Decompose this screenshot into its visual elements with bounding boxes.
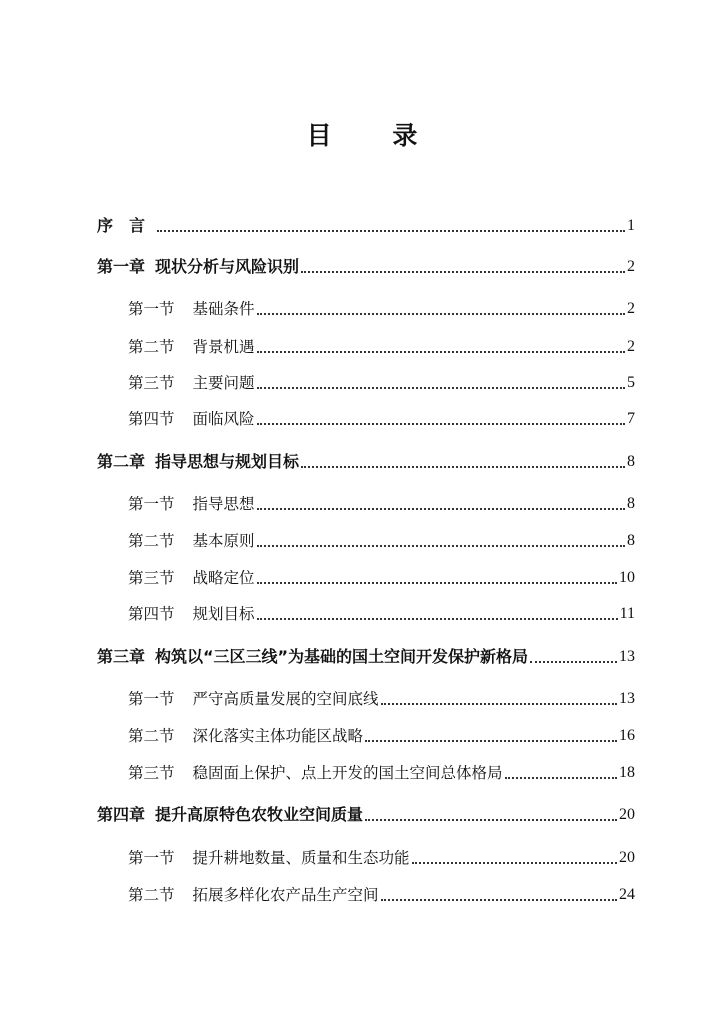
toc-entry-section[interactable] [128,335,635,357]
toc-page-number: 11 [619,605,635,622]
toc-entry-number: 第一节 [128,849,175,867]
toc-entry-preface[interactable] [97,214,635,236]
toc-entry-number: 第二节 [128,727,175,745]
toc-entry-number: 第三节 [128,764,175,782]
toc-entry-label [128,531,255,551]
toc-entry-label [128,885,379,905]
dot-leader [257,582,617,584]
toc-page-number: 8 [627,495,635,512]
toc-entry-number: 第一节 [128,495,175,513]
toc-page-number: 7 [627,410,635,427]
toc-entry-label [97,216,155,236]
toc-entry-title: 面临风险 [192,410,255,428]
toc-page-number: 20 [619,806,635,823]
toc-entry-label [128,409,255,429]
toc-entry-label [97,452,299,472]
toc-entry-chapter-1[interactable] [97,255,635,277]
toc-entry-label [128,568,255,588]
toc-page-number: 2 [627,300,635,317]
dot-leader [412,862,617,864]
toc-entry-title: 战略定位 [192,569,255,587]
toc-entry-label [128,604,255,624]
toc-entry-label [128,299,255,319]
toc-entry-title: 主要问题 [192,374,255,392]
toc-entry-title: 提升高原特色农牧业空间质量 [155,805,364,824]
dot-leader [301,466,625,468]
toc-entry-label [128,763,503,783]
dot-leader [365,819,617,821]
toc-entry-title: 背景机遇 [192,338,255,356]
toc-entry-number: 第四节 [128,410,175,428]
toc-entry-title: 规划目标 [192,605,255,623]
toc-page-number: 13 [619,690,635,707]
toc-entry-chapter-3[interactable] [97,645,635,667]
dot-leader [381,703,617,705]
toc-page-number: 2 [627,338,635,355]
dot-leader [365,740,617,742]
toc-entry-title: 构筑以“三区三线”为基础的国土空间开发保护新格局 [155,647,529,666]
toc-entry-title: 指导思想 [192,495,255,513]
toc-entry-title: 基本原则 [192,532,255,550]
toc-entry-title: 基础条件 [192,300,255,318]
toc-entry-number: 第二节 [128,338,175,356]
dot-leader [257,387,625,389]
page-title: 目 录 [306,121,444,150]
toc-page-number: 2 [627,258,635,275]
toc-entry-title: 提升耕地数量、质量和生态功能 [192,849,410,867]
toc-entry-number: 第三节 [128,374,175,392]
toc-entry-label [97,257,299,277]
toc-entry-number: 第一节 [128,690,175,708]
toc-entry-section[interactable] [128,492,635,514]
toc-entry-title: 深化落实主体功能区战略 [192,727,364,745]
toc-entry-number: 第四章 [97,805,146,824]
toc-page-number: 8 [627,453,635,470]
dot-leader [157,230,625,232]
toc-entry-title: 拓展多样化农产品生产空间 [192,886,379,904]
toc-entry-label [128,494,255,514]
toc-entry-number: 第三章 [97,647,146,666]
dot-leader [257,618,618,620]
toc-page-number: 24 [619,886,635,903]
toc-entry-number: 第二章 [97,452,146,471]
toc-entry-number: 第二节 [128,886,175,904]
toc-entry-section[interactable] [128,687,635,709]
toc-entry-label [128,373,255,393]
toc-entry-label [128,689,379,709]
dot-leader [257,313,625,315]
toc-page-number: 20 [619,849,635,866]
toc-page-number: 18 [619,764,635,781]
toc-entry-label [97,647,528,667]
toc-entry-title: 现状分析与风险识别 [155,257,300,276]
toc-entry-section[interactable] [128,566,635,588]
dot-leader [257,423,625,425]
toc-entry-label [97,805,363,825]
toc-entry-number: 第二节 [128,532,175,550]
toc-entry-number: 第一节 [128,300,175,318]
toc-page-number: 13 [619,648,635,665]
toc-entry-section[interactable] [128,846,635,868]
toc-entry-section[interactable] [128,407,635,429]
toc-page-number: 1 [627,217,635,234]
toc-entry-title: 稳固面上保护、点上开发的国土空间总体格局 [192,764,503,782]
toc-entry-section[interactable] [128,602,635,624]
dot-leader [381,899,617,901]
toc-entry-number: 第三节 [128,569,175,587]
dot-leader [301,271,625,273]
toc-entry-title: 指导思想与规划目标 [155,452,300,471]
toc-page-number: 8 [627,532,635,549]
dot-leader [257,545,625,547]
dot-leader [505,777,617,779]
toc-entry-label [128,337,255,357]
dot-leader [257,508,625,510]
toc-entry-number: 第四节 [128,605,175,623]
toc-entry-section[interactable] [128,724,635,746]
toc-entry-number: 第一章 [97,257,146,276]
dot-leader [530,661,617,663]
toc-page-number: 5 [627,374,635,391]
toc-entry-section[interactable] [128,297,635,319]
toc-entry-section[interactable] [128,761,635,783]
toc-entry-label [128,848,410,868]
toc-page-number: 16 [619,727,635,744]
toc-entry-section[interactable] [128,371,635,393]
toc-entry-section[interactable] [128,883,635,905]
toc-page-number: 10 [619,569,635,586]
toc-entry-chapter-4[interactable] [97,803,635,825]
dot-leader [257,351,625,353]
toc-entry-chapter-2[interactable] [97,450,635,472]
toc-entry-number: 序 言 [97,216,146,235]
toc-entry-section[interactable] [128,529,635,551]
toc-entry-label [128,726,363,746]
toc-entry-title: 严守高质量发展的空间底线 [192,690,379,708]
